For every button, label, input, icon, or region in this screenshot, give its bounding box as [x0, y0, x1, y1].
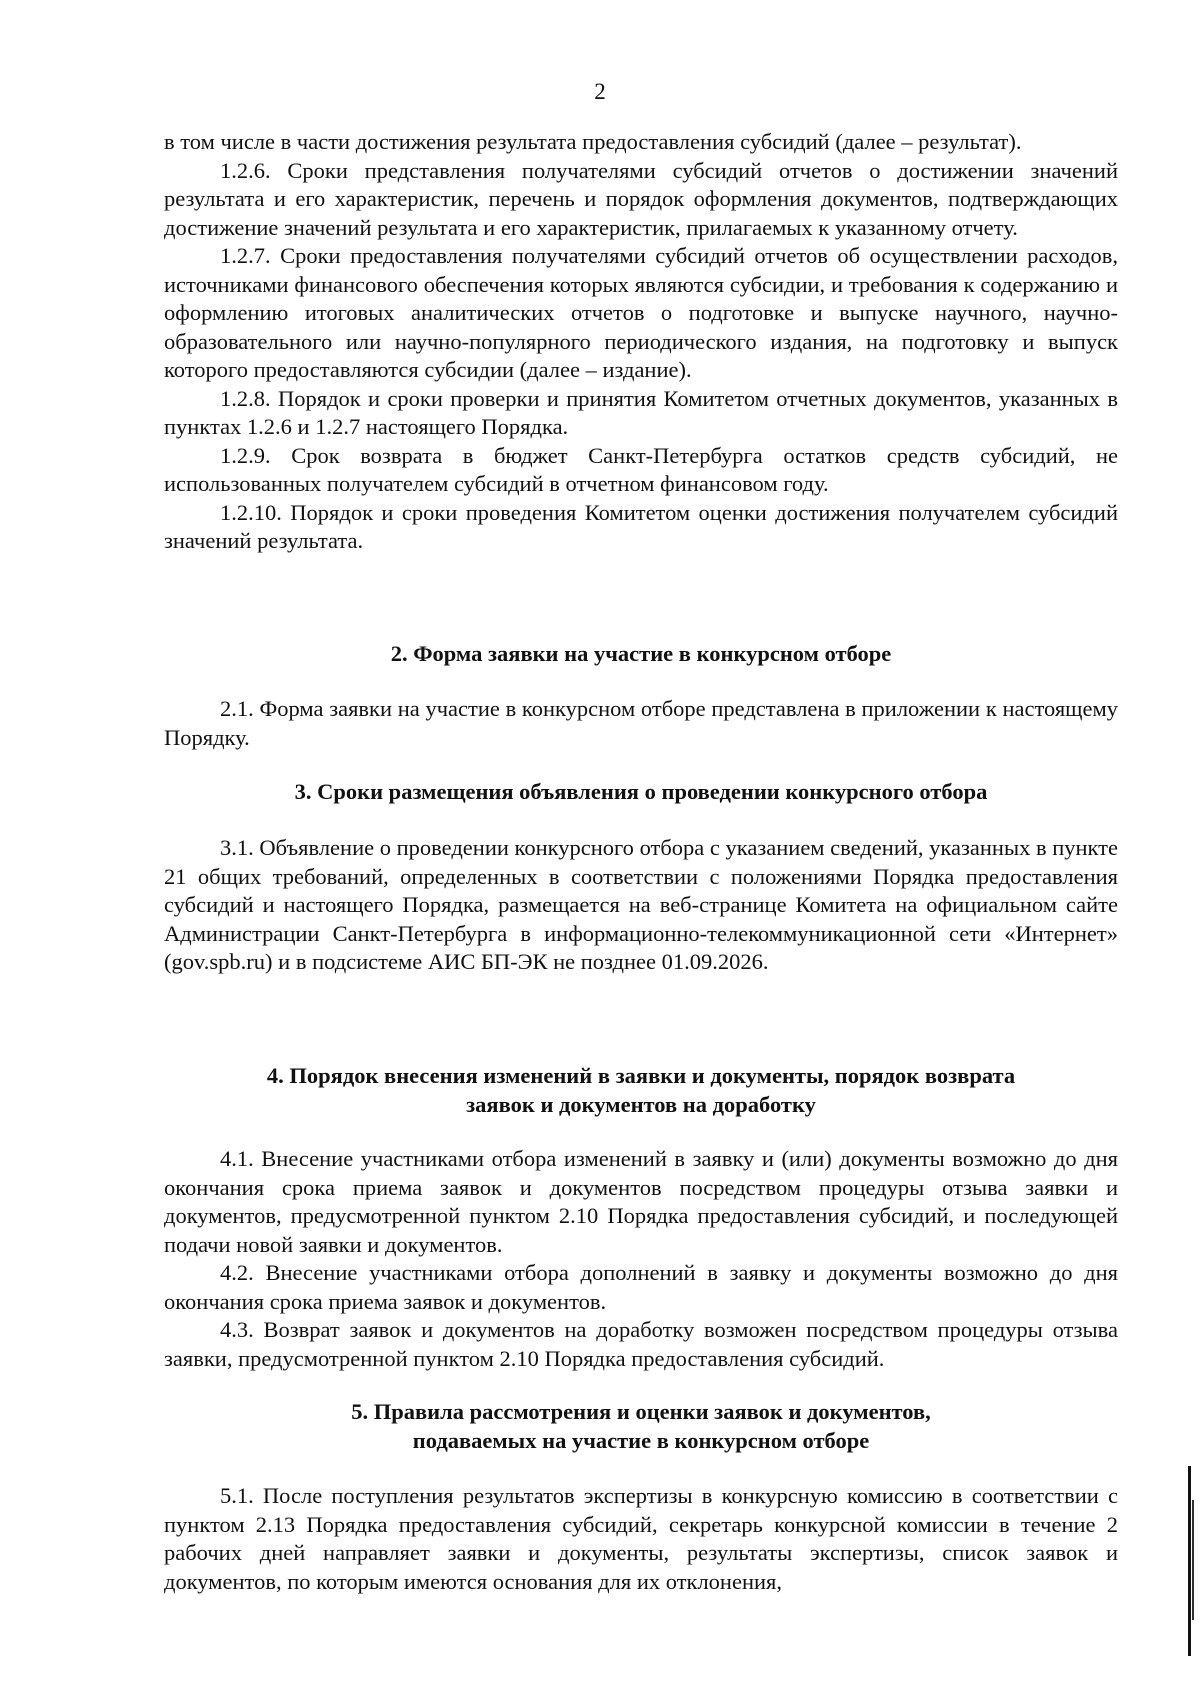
- section-4-title-line-1: 4. Порядок внесения изменений в заявки и документы, порядок возврата: [266, 1063, 1016, 1088]
- scan-edge-mark: [1188, 1466, 1191, 1656]
- paragraph-5-1: 5.1. После поступления результатов экспертизы в конкурсную комиссию в соответствии с пунктом 2.13 Порядка предоставления субсидий, секретарь конкурсной комиссии в течение 2 рабочих дней направляет заявки и документы, результаты экспертизы, список заявок и документов, по которым имеются основания для их отклонения,: [164, 1483, 1118, 1594]
- section-3-title: 3. Сроки размещения объявления о проведении конкурсного отбора: [294, 779, 988, 804]
- paragraph-1-2-9: 1.2.9. Срок возврата в бюджет Санкт-Петербурга остатков средств субсидий, не использованных получателем субсидий в отчетном финансовом году.: [164, 442, 1118, 496]
- paragraph-3-1: 3.1. Объявление о проведении конкурсного отбора с указанием сведений, указанных в пункте 21 общих требований, определенных в соответствии с положениями Порядка предоставления субсидий и настоящего Порядка, размещается на веб-странице Комитета на официальном сайте Администрации Санкт-Петербурга в информационно-телекоммуникационной сети «Интернет» (gov.spb.ru) и в подсистеме АИС БП-ЭК не позднее 01.09.2026.: [164, 835, 1118, 974]
- section-5-body: [164, 1482, 1118, 1596]
- paragraph-2-1: 2.1. Форма заявки на участие в конкурсном отборе представлена в приложении к настоящему Порядку.: [164, 696, 1118, 750]
- section-4-heading: [164, 1062, 1118, 1119]
- paragraph-4-2: 4.2. Внесение участниками отбора дополнений в заявку и документы возможно до дня окончания срока приема заявок и документов.: [164, 1260, 1118, 1314]
- section-3-heading: [164, 778, 1118, 807]
- section-3-body: [164, 834, 1118, 977]
- scan-edge-mark-secondary: [1192, 1500, 1194, 1620]
- paragraph-4-3: 4.3. Возврат заявок и документов на доработку возможен посредством процедуры отзыва заявки, предусмотренной пунктом 2.10 Порядка предоставления субсидий.: [164, 1317, 1118, 1371]
- page-number: 2: [594, 79, 606, 104]
- paragraph-1-2-6: 1.2.6. Сроки представления получателями субсидий отчетов о достижении значений результата и его характеристик, перечень и порядок оформления документов, подтверждающих достижение значений результата и его характеристик, прилагаемых к указанному отчету.: [164, 157, 1118, 240]
- section-2-title: 2. Форма заявки на участие в конкурсном отборе: [390, 641, 892, 666]
- section-4-title-line-2: заявок и документов на доработку: [466, 1091, 816, 1117]
- intro-block: [164, 128, 1118, 556]
- section-2-heading: [164, 640, 1118, 669]
- section-5-title-line-2: подаваемых на участие в конкурсном отборе: [412, 1427, 870, 1453]
- section-5-title-line-1: 5. Правила рассмотрения и оценки заявок и документов,: [351, 1399, 931, 1424]
- paragraph-4-1: 4.1. Внесение участниками отбора изменений в заявку и (или) документы возможно до дня окончания срока приема заявок и документов посредством процедуры отзыва заявки и документов, предусмотренной пунктом 2.10 Порядка предоставления субсидий, и последующей подачи новой заявки и документов.: [164, 1146, 1118, 1257]
- section-4-body: [164, 1145, 1118, 1373]
- paragraph-1-2-8: 1.2.8. Порядок и сроки проверки и принятия Комитетом отчетных документов, указанных в пунктах 1.2.6 и 1.2.7 настоящего Порядка.: [164, 385, 1118, 439]
- section-5-heading: [164, 1398, 1118, 1455]
- paragraph-intro-continuation: в том числе в части достижения результата предоставления субсидий (далее – результат).: [164, 129, 1022, 154]
- section-2-body: [164, 695, 1118, 752]
- paragraph-1-2-7: 1.2.7. Сроки предоставления получателями субсидий отчетов об осуществлении расходов, источниками финансового обеспечения которых являются субсидии, и требования к содержанию и оформлению итоговых аналитических отчетов о подготовке и выпуске научного, научно-образовательного или научно-популярного периодического издания, на подготовку и выпуск которого предоставляются субсидии (далее – издание).: [164, 243, 1118, 382]
- paragraph-1-2-10: 1.2.10. Порядок и сроки проведения Комитетом оценки достижения получателем субсидий значений результата.: [164, 499, 1118, 553]
